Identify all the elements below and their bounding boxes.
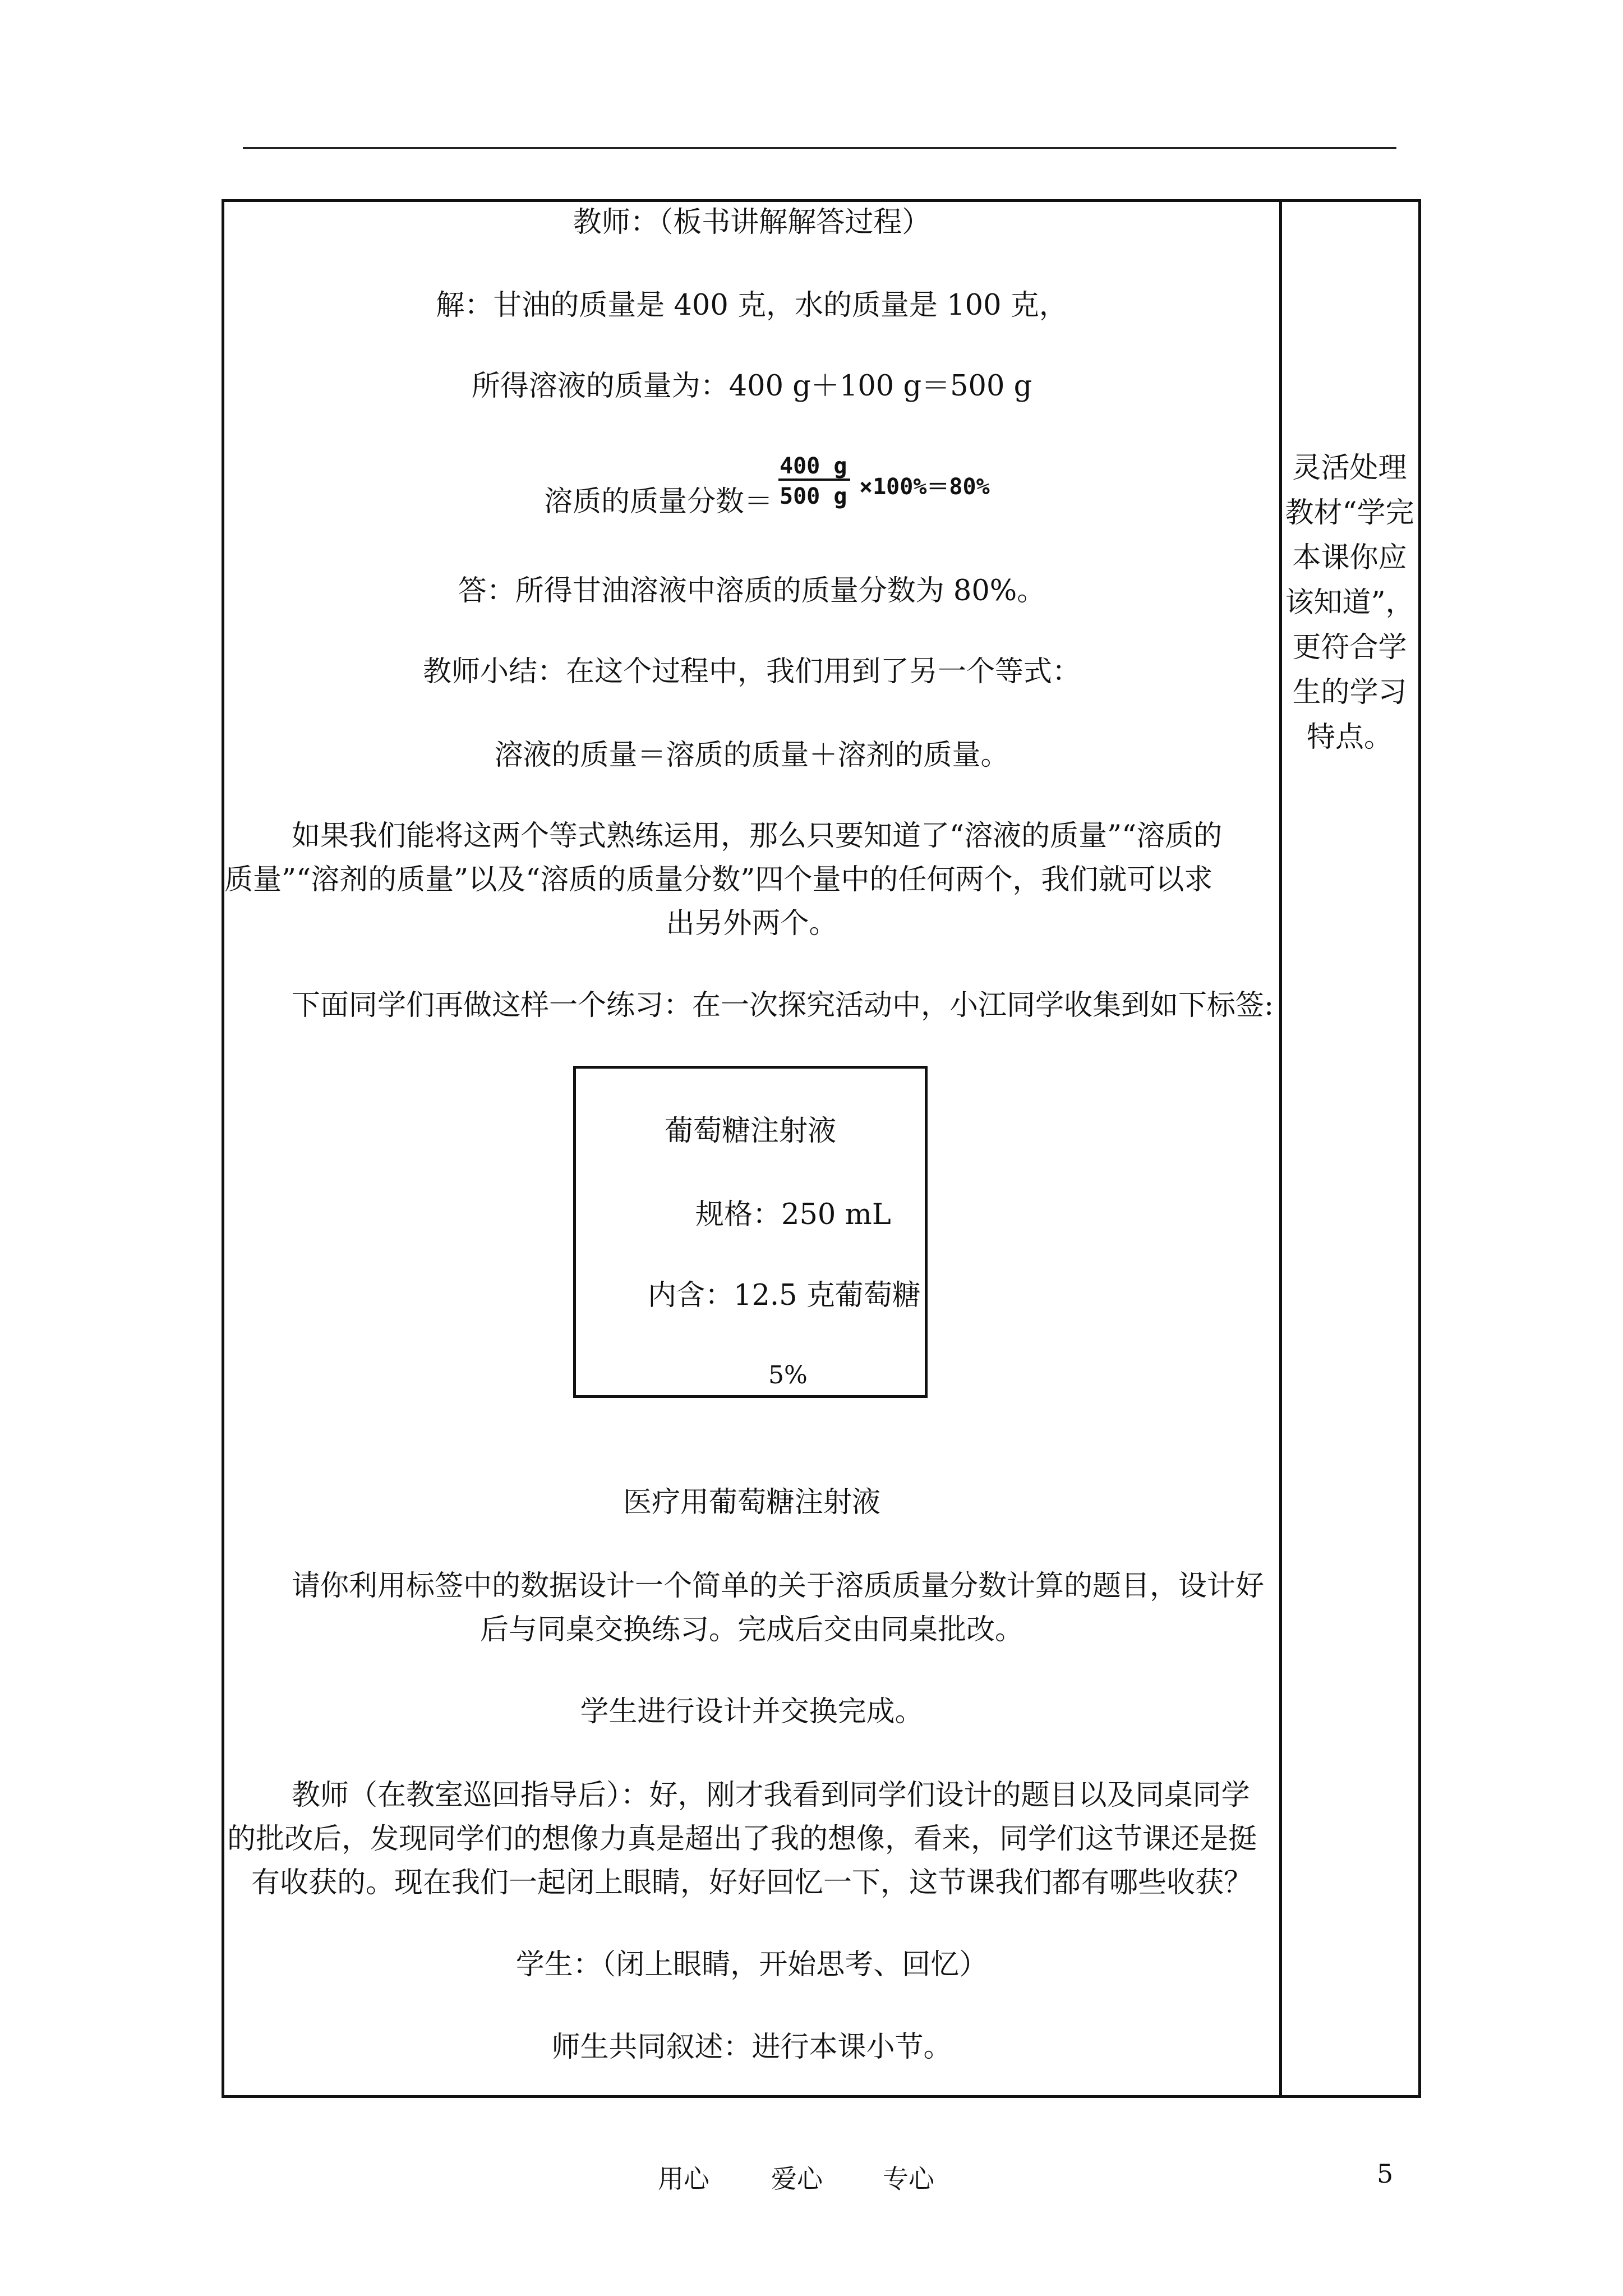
exercise-intro-line: 下面同学们再做这样一个练习：在一次探究活动中，小江同学收集到如下标签:	[292, 989, 1274, 1022]
label-content: 内含：12.5 克葡萄糖	[648, 1279, 921, 1312]
solution-mass-line: 所得溶液的质量为：400 g＋100 g＝500 g	[471, 370, 1032, 403]
page-number: 5	[1377, 2159, 1394, 2189]
side-note-line: 生的学习	[1292, 676, 1407, 709]
side-note-line: 特点。	[1306, 721, 1393, 754]
fraction-denominator: 500 g	[780, 484, 847, 509]
paragraph1-line3: 出另外两个。	[666, 907, 838, 940]
side-note-line: 本课你应	[1292, 541, 1407, 574]
task-line2: 后与同桌交换练习。完成后交由同桌批改。	[479, 1613, 1023, 1646]
label-title: 葡萄糖注射液	[665, 1115, 837, 1148]
side-note	[1281, 446, 1418, 760]
header-rule	[243, 147, 1396, 149]
side-note-line: 教材“学完	[1285, 496, 1414, 530]
fraction-result: ×100%＝80%	[859, 474, 990, 500]
footer-motto-1: 用心	[658, 2164, 709, 2194]
label-spec: 规格：250 mL	[695, 1198, 891, 1231]
paragraph1-line2: 质量”“溶剂的质量”以及“溶质的质量分数”四个量中的任何两个，我们就可以求	[224, 863, 1213, 896]
teacher-followup-line3: 有收获的。现在我们一起闭上眼睛，好好回忆一下，这节课我们都有哪些收获？	[251, 1866, 1252, 1899]
task-line1: 请你利用标签中的数据设计一个简单的关于溶质质量分数计算的题目，设计好	[292, 1570, 1265, 1603]
label-caption: 医疗用葡萄糖注射液	[623, 1486, 880, 1519]
teacher-summary-line: 教师小结：在这个过程中，我们用到了另一个等式：	[422, 655, 1081, 688]
footer-motto-2: 爱心	[771, 2164, 823, 2194]
paragraph1-line1: 如果我们能将这两个等式熟练运用，那么只要知道了“溶液的质量”“溶质的	[292, 820, 1223, 853]
fraction-bar	[778, 478, 850, 481]
solution-line: 解：甘油的质量是 400 克，水的质量是 100 克，	[436, 289, 1068, 322]
fraction-label: 溶质的质量分数＝	[544, 485, 773, 518]
summary-line: 师生共同叙述：进行本课小节。	[551, 2031, 952, 2064]
equation-line: 溶液的质量＝溶质的质量＋溶剂的质量。	[494, 739, 1009, 772]
teacher-followup-line2: 的批改后，发现同学们的想像力真是超出了我的想像，看来，同学们这节课还是挺	[227, 1823, 1257, 1856]
teacher-board-line: 教师：（板书讲解解答过程）	[573, 206, 931, 239]
students-reflect-line: 学生：（闭上眼睛，开始思考、回忆）	[515, 1948, 988, 1981]
students-do-line: 学生进行设计并交换完成。	[580, 1695, 924, 1728]
footer-motto-3: 专心	[883, 2164, 934, 2194]
side-note-line: 更符合学	[1292, 631, 1407, 664]
teacher-followup-line1: 教师（在教室巡回指导后）：好，刚才我看到同学们设计的题目以及同桌同学	[292, 1779, 1250, 1812]
answer-line: 答：所得甘油溶液中溶质的质量分数为 80%。	[458, 574, 1046, 608]
fraction-numerator: 400 g	[780, 453, 847, 479]
side-note-line: 该知道”，	[1285, 586, 1414, 619]
label-percent: 5%	[768, 1361, 808, 1389]
side-note-line: 灵活处理	[1292, 452, 1407, 485]
